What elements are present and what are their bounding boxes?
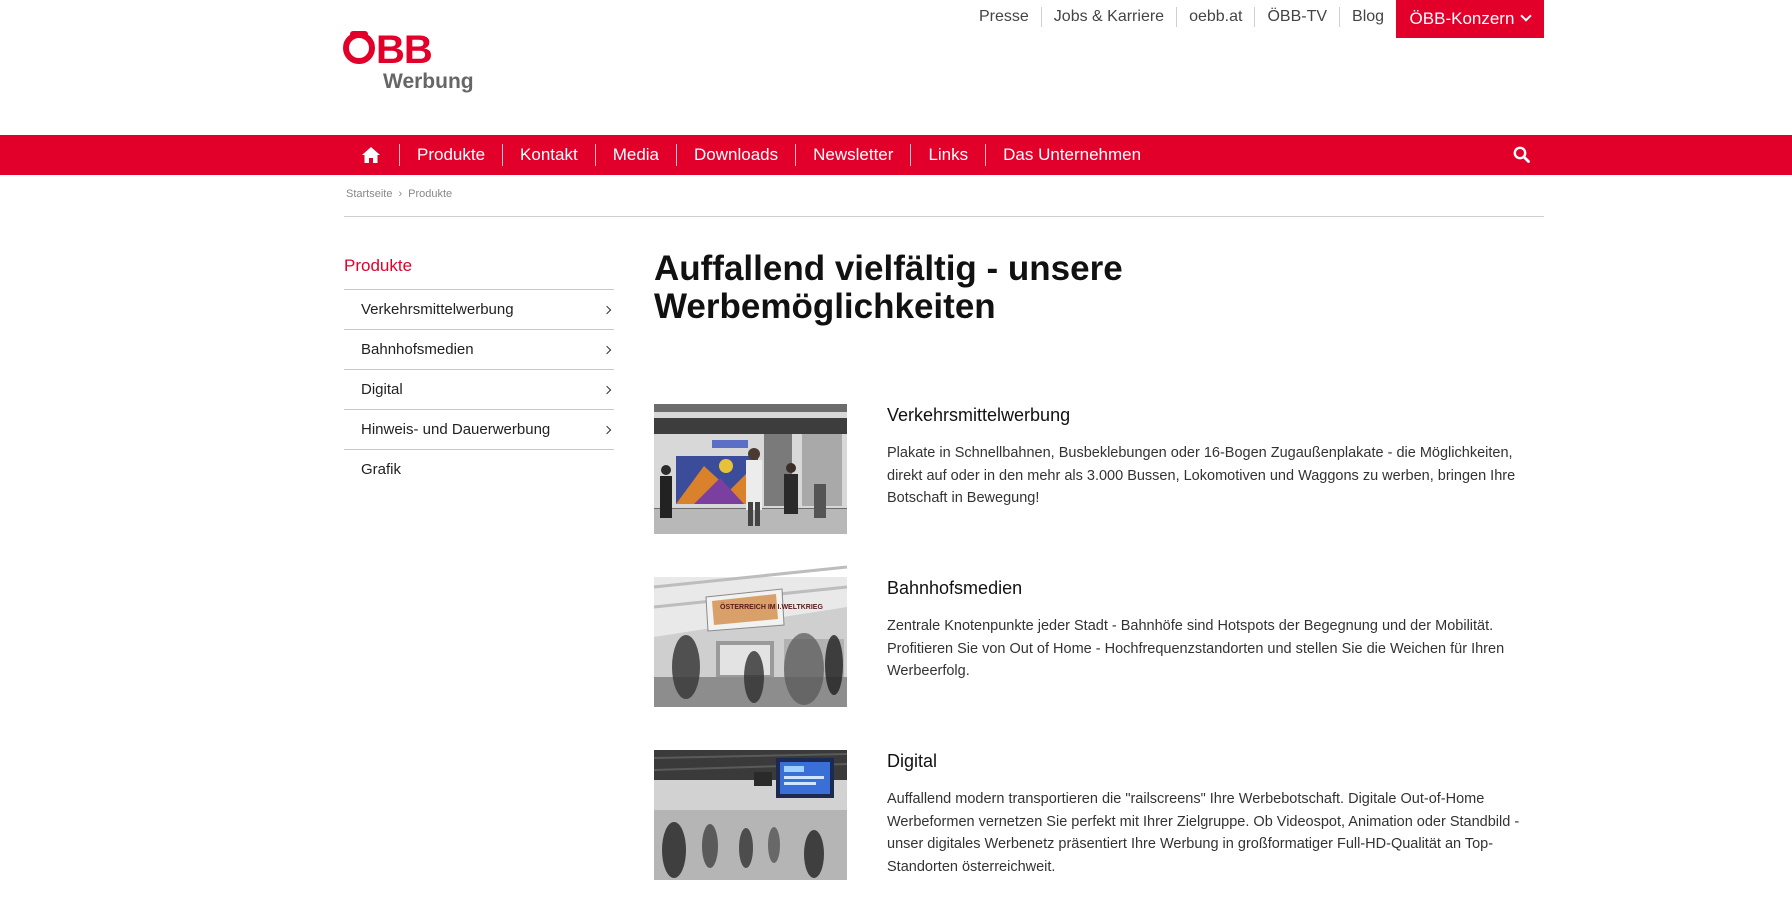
sidebar-item-digital[interactable]	[344, 369, 614, 409]
breadcrumb-separator-icon: ›	[398, 188, 403, 200]
sidebar-item-verkehrsmittelwerbung[interactable]	[344, 289, 614, 329]
sidebar-item-label: Bahnhofsmedien	[361, 341, 474, 358]
sidebar-menu	[344, 289, 614, 489]
teaser-title[interactable]: Verkehrsmittelwerbung	[887, 405, 1071, 425]
logo-mark	[343, 28, 432, 72]
main-nav	[0, 135, 1792, 175]
page-title: Auffallend vielfältig - unsere Werbemöglichkeiten	[654, 249, 1123, 326]
oebb-logo-icon	[343, 28, 432, 72]
teaser-image-digital[interactable]	[654, 750, 847, 880]
breadcrumb	[346, 188, 452, 200]
chevron-right-icon	[603, 305, 611, 313]
teaser-verkehrsmittelwerbung	[654, 404, 1544, 534]
breadcrumb-startseite[interactable]: Startseite	[346, 188, 393, 200]
toplink-oebb[interactable]: oebb.at	[1176, 7, 1254, 27]
toplink-presse[interactable]: Presse	[979, 7, 1029, 25]
toplink-jobs[interactable]: Jobs & Karriere	[1041, 7, 1176, 27]
utility-nav	[967, 0, 1396, 33]
chevron-right-icon	[603, 345, 611, 353]
sidebar-item-hinweis-dauerwerbung[interactable]	[344, 409, 614, 449]
breadcrumb-current: Produkte	[408, 188, 453, 200]
sidebar-item-grafik[interactable]	[344, 449, 614, 489]
teaser-text: Auffallend modern transportieren die "railscreens" Ihre Werbebotschaft. Digitale Out-of-Home Werbeformen vernetzen Sie perfekt mit Ihrer Zielgruppe. Ob Videospot, Animation oder Standbild - unser digitales Werbenetz präsentiert Ihre Werbung in großformatiger Full-HD-Qualität an Top-Standorten österreichweit.	[887, 791, 1520, 875]
divider	[344, 216, 1544, 217]
svg-text:BB: BB	[376, 28, 432, 72]
nav-item-links[interactable]: Links	[910, 144, 985, 166]
nav-item-produkte[interactable]: Produkte	[399, 144, 502, 166]
teaser-image-train[interactable]	[654, 404, 847, 534]
nav-item-unternehmen[interactable]: Das Unternehmen	[985, 144, 1158, 166]
sidebar-item-label: Verkehrsmittelwerbung	[361, 301, 514, 318]
nav-item-media[interactable]: Media	[595, 144, 676, 166]
station-poster-text: ÖSTERREICH IM I.WELTKRIEG	[720, 604, 823, 611]
search-icon[interactable]	[1512, 145, 1532, 165]
nav-item-newsletter[interactable]: Newsletter	[795, 144, 910, 166]
teaser-text: Zentrale Knotenpunkte jeder Stadt - Bahnhöfe sind Hotspots der Begegnung und der Mobilität. Profitieren Sie von Out of Home - Hochfrequenzstandorten und stellen Sie die Weichen für Ihren Werbeerfolg.	[887, 618, 1505, 679]
toplink-oebb-tv[interactable]: ÖBB-TV	[1254, 7, 1339, 27]
toplink-blog[interactable]: Blog	[1339, 7, 1396, 27]
teaser-bahnhofsmedien	[654, 577, 1544, 707]
teaser-title[interactable]: Bahnhofsmedien	[887, 578, 1023, 598]
sidebar-item-label: Digital	[361, 381, 403, 398]
chevron-down-icon	[1521, 10, 1532, 21]
sidebar-title[interactable]: Produkte	[344, 256, 413, 275]
home-icon	[361, 146, 381, 164]
nav-home-button[interactable]	[344, 146, 399, 164]
logo-subtitle: Werbung	[383, 70, 474, 93]
logo[interactable]	[343, 28, 474, 93]
sidebar-item-label: Hinweis- und Dauerwerbung	[361, 421, 551, 438]
sidebar-item-bahnhofsmedien[interactable]	[344, 329, 614, 369]
teaser-text: Plakate in Schnellbahnen, Busbeklebungen oder 16-Bogen Zugaußenplakate - die Möglichkeiten, direkt auf oder in den mehr als 3.000 Bussen, Lokomotiven und Waggons zu werben, bringen Ihre Botschaft in Bewegung!	[887, 445, 1516, 506]
nav-item-kontakt[interactable]: Kontakt	[502, 144, 595, 166]
teaser-digital	[654, 750, 1544, 880]
nav-item-downloads[interactable]: Downloads	[676, 144, 795, 166]
konzern-dropdown-button[interactable]	[1396, 0, 1544, 38]
sidebar-item-label: Grafik	[361, 461, 402, 478]
konzern-label: ÖBB-Konzern	[1409, 9, 1515, 28]
chevron-right-icon	[603, 385, 611, 393]
chevron-right-icon	[603, 425, 611, 433]
teaser-title[interactable]: Digital	[887, 751, 938, 771]
teaser-image-station[interactable]	[654, 577, 847, 707]
